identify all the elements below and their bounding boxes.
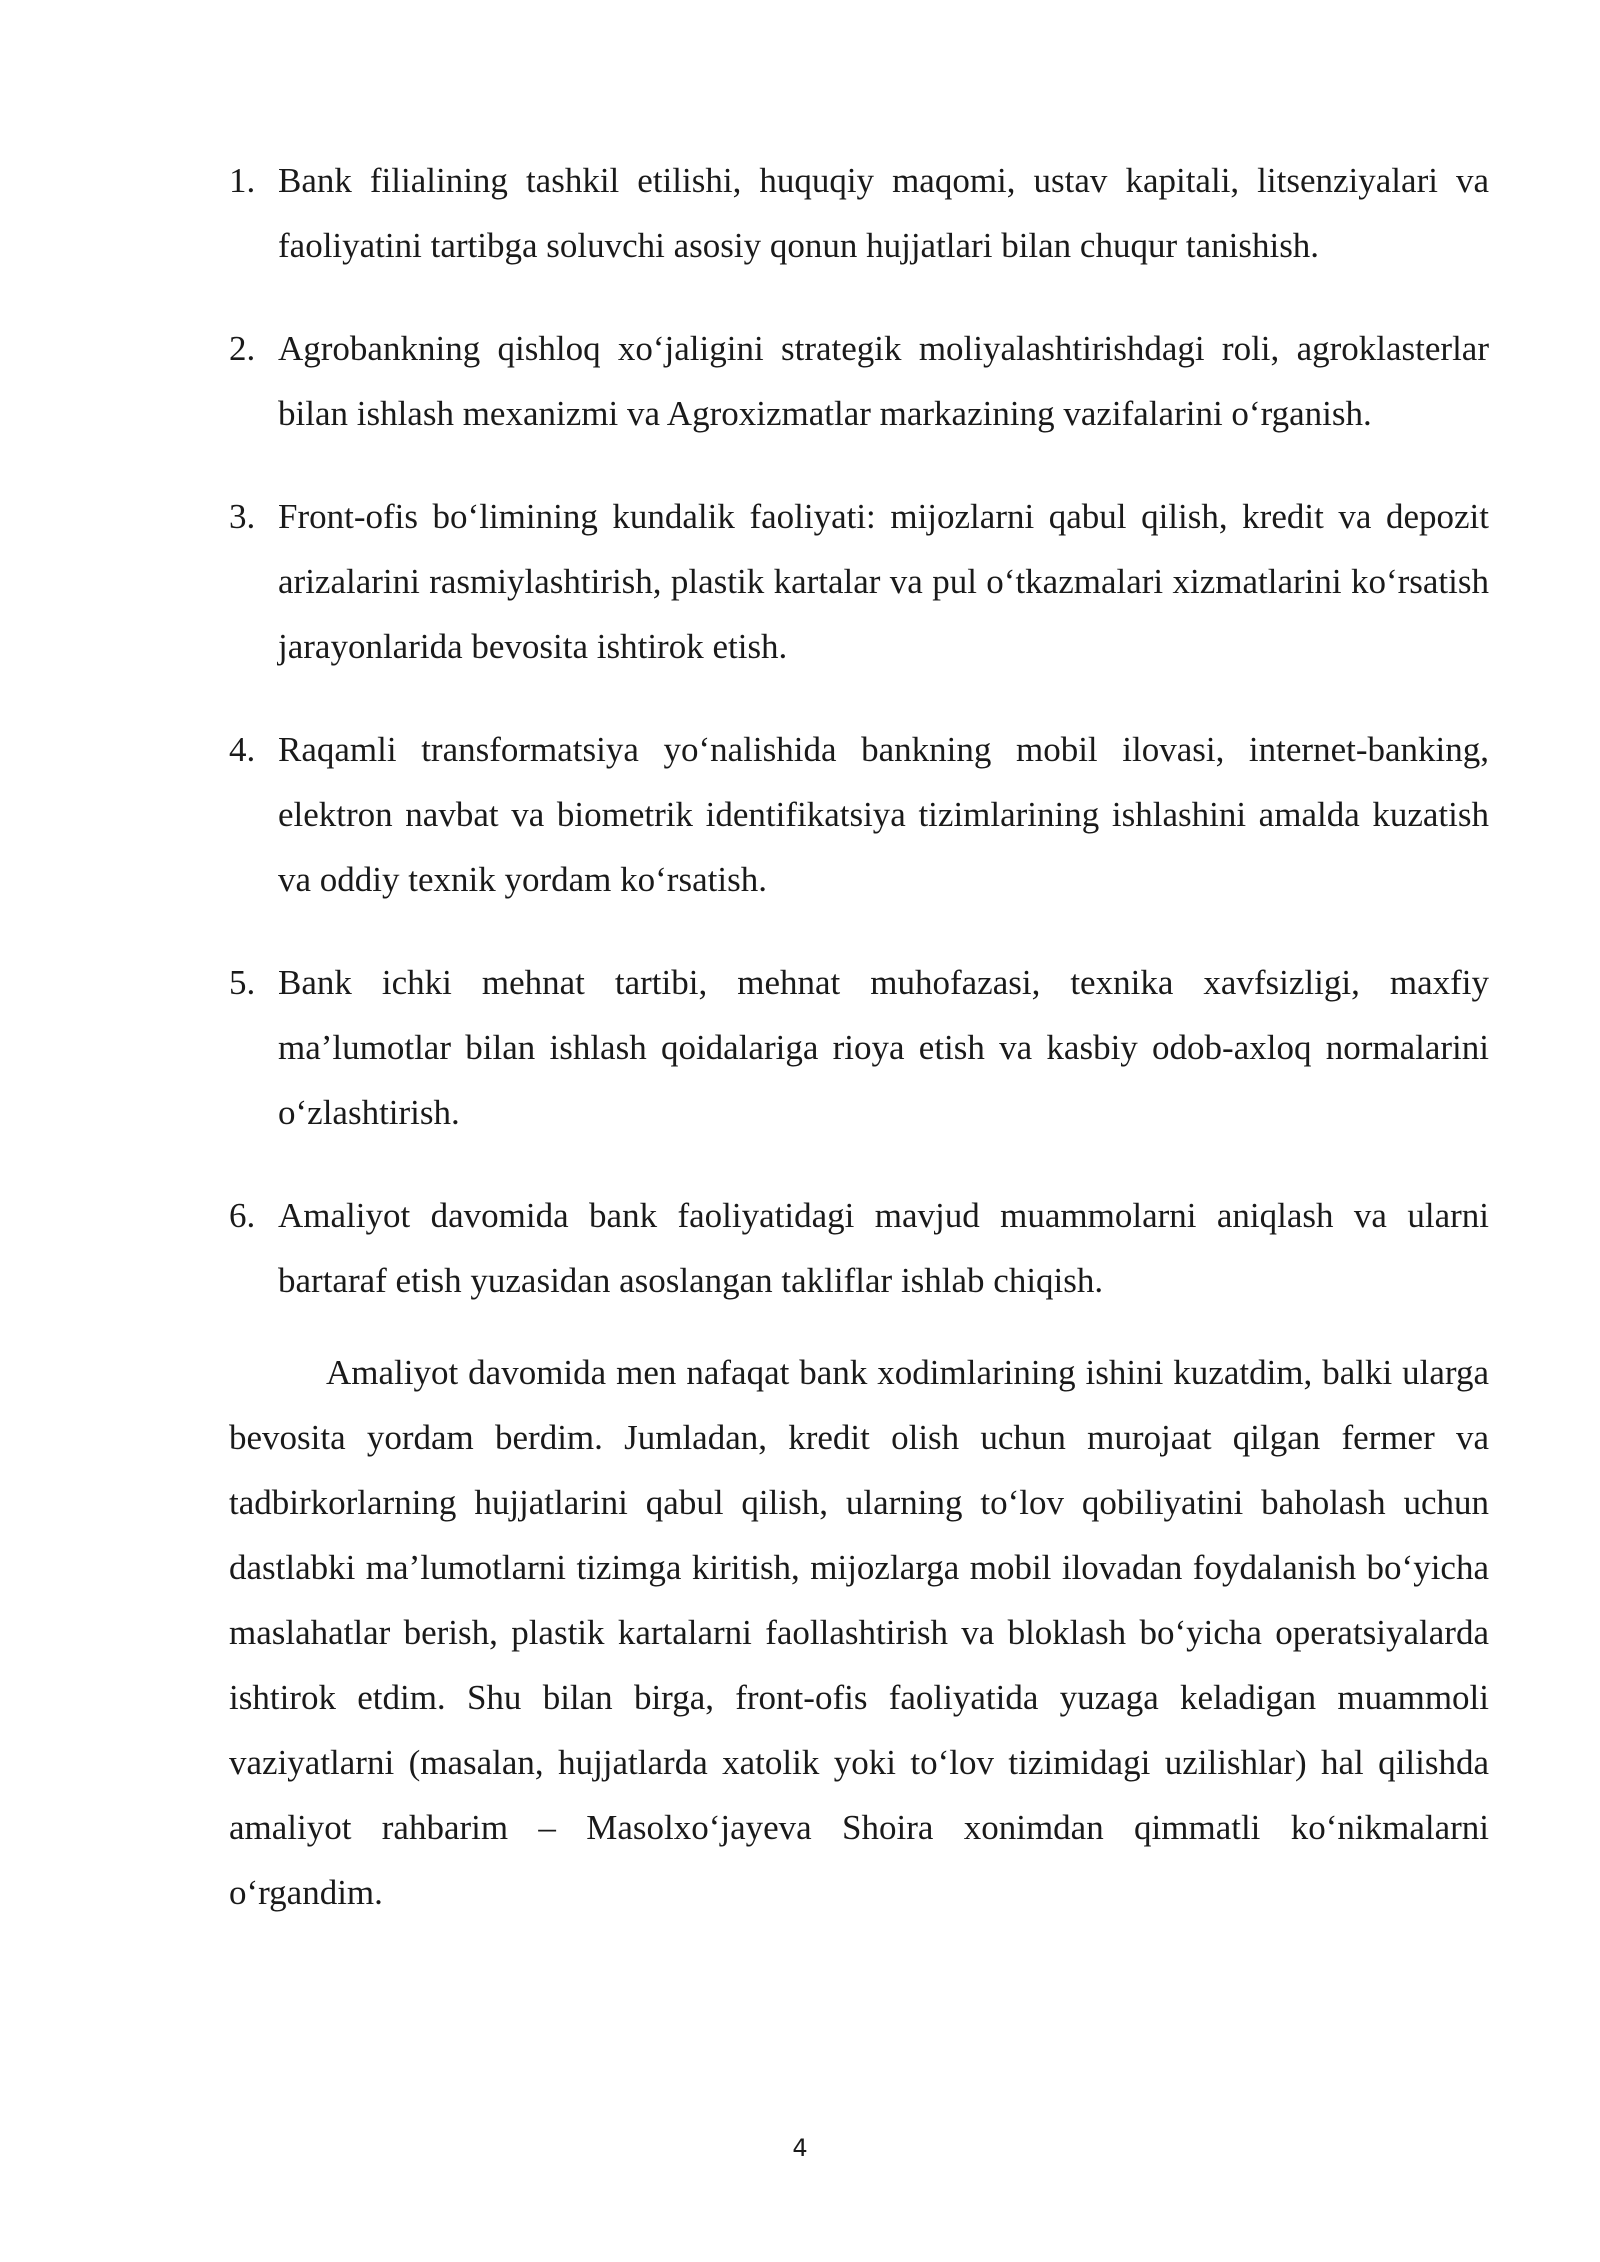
list-item-number: 3. — [229, 497, 256, 536]
list-item — [229, 148, 1489, 278]
list-item-text: Amaliyot davomida bank faoliyatidagi mavjud muammolarni aniqlash va ularni bartaraf etish yuzasidan asoslangan takliflar ishlab chiqish. — [278, 1196, 1489, 1300]
list-item-text: Bank ichki mehnat tartibi, mehnat muhofazasi, texnika xavfsizligi, maxfiy ma’lumotlar bilan ishlash qoidalariga rioya etish va kasbiy odob-axloq normalarini o‘zlashtirish. — [278, 963, 1489, 1132]
body-paragraph: Amaliyot davomida men nafaqat bank xodimlarining ishini kuzatdim, balki ularga bevosita yordam berdim. Jumladan, kredit olish uchun murojaat qilgan fermer va tadbirkorlarning hujjatlarini qabul qilish, ularning to‘lov qobiliyatini baholash uchun dastlabki ma’lumotlarni tizimga kiritish, mijozlarga mobil ilovadan foydalanish bo‘yicha maslahatlar berish, plastik kartalarni faollashtirish va bloklash bo‘yicha operatsiyalarda ishtirok etdim. Shu bilan birga, front-ofis faoliyatida yuzaga keladigan muammoli vaziyatlarni (masalan, hujjatlarda xatolik yoki to‘lov tizimidagi uzilishlar) hal qilishda amaliyot rahbarim – Masolxo‘jayeva Shoira xonimdan qimmatli ko‘nikmalarni o‘rgandim. — [229, 1353, 1489, 1912]
list-item — [229, 950, 1489, 1145]
list-item-number: 2. — [229, 329, 256, 368]
list-item-number: 4. — [229, 730, 256, 769]
list-item-text: Agrobankning qishloq xo‘jaligini strategik moliyalashtirishdagi roli, agroklasterlar bilan ishlash mexanizmi va Agroxizmatlar markazining vazifalarini o‘rganish. — [278, 329, 1489, 433]
objectives-list — [229, 148, 1489, 1313]
page-number: 4 — [792, 2134, 808, 2162]
list-item — [229, 316, 1489, 446]
document-page — [229, 148, 1489, 1925]
list-item-text: Bank filialining tashkil etilishi, huquqiy maqomi, ustav kapitali, litsenziyalari va faoliyatini tartibga soluvchi asosiy qonun hujjatlari bilan chuqur tanishish. — [278, 161, 1489, 265]
list-item-number: 5. — [229, 963, 256, 1002]
list-item-number: 1. — [229, 161, 256, 200]
list-item-number: 6. — [229, 1196, 256, 1235]
list-item — [229, 717, 1489, 912]
list-item — [229, 1183, 1489, 1313]
list-item-text: Raqamli transformatsiya yo‘nalishida bankning mobil ilovasi, internet-banking, elektron navbat va biometrik identifikatsiya tizimlarining ishlashini amalda kuzatish va oddiy texnik yordam ko‘rsatish. — [278, 730, 1489, 899]
list-item — [229, 484, 1489, 679]
list-item-text: Front-ofis bo‘limining kundalik faoliyati: mijozlarni qabul qilish, kredit va depozit arizalarini rasmiylashtirish, plastik kartalar va pul o‘tkazmalari xizmatlarini ko‘rsatish jarayonlarida bevosita ishtirok etish. — [278, 497, 1489, 666]
